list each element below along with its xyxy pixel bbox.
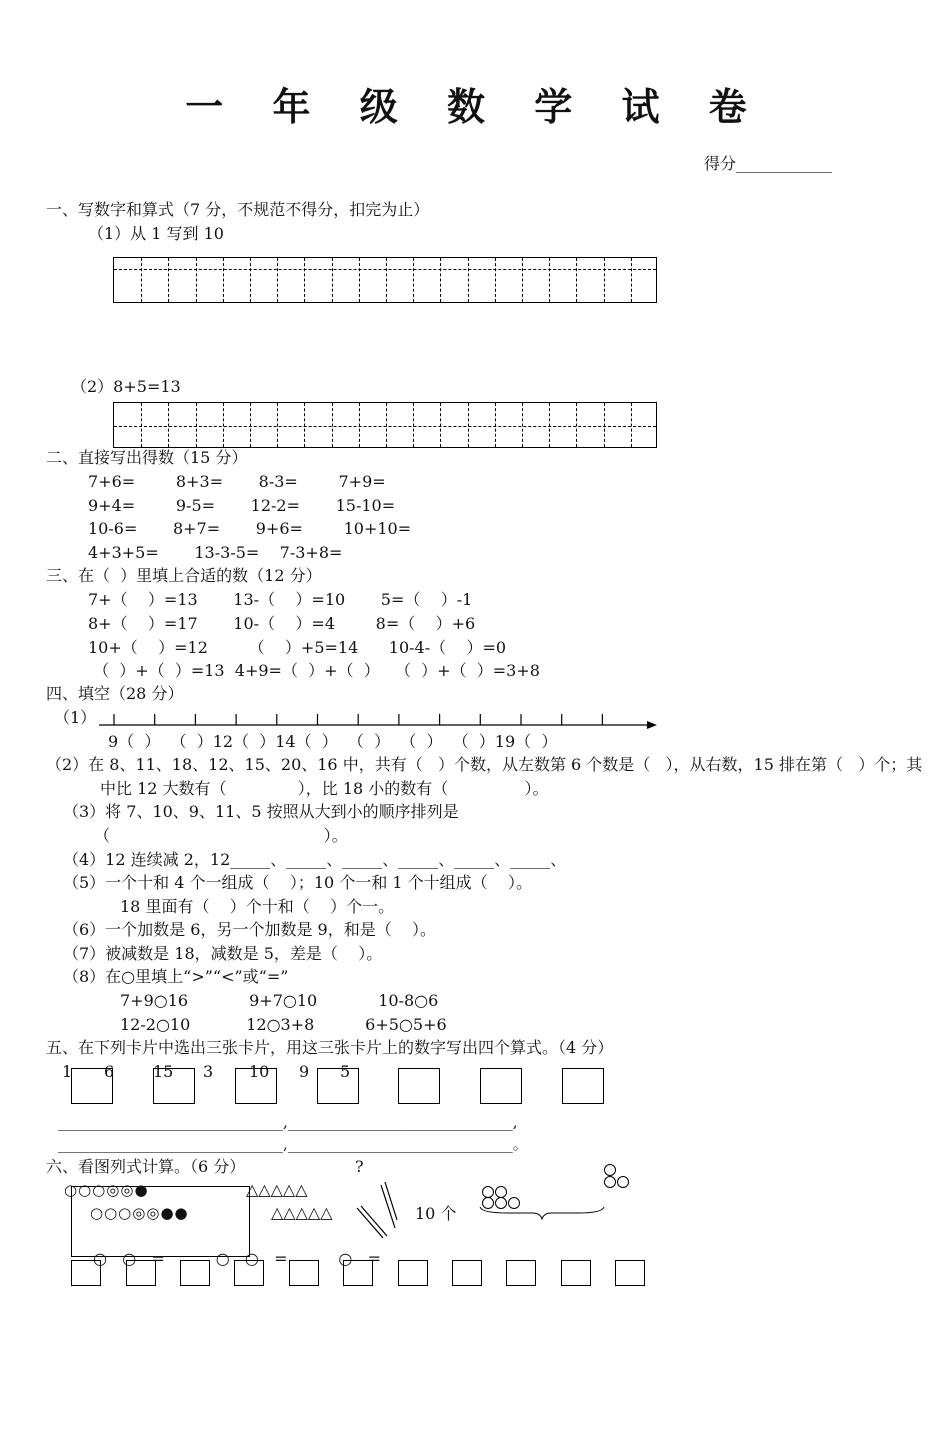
page-title: 一 年 级 数 学 试 卷	[185, 84, 765, 129]
equation-symbols: ○ ○ = ○ ○ = ○ =	[93, 1249, 382, 1268]
grid-column-line	[576, 403, 577, 447]
grid-column-line	[386, 403, 387, 447]
number-line-labels: 9（ ） （ ）12（ ）14（ ） （ ） （ ） （ ）19（ ）	[108, 732, 558, 751]
grid-column-line	[359, 258, 360, 302]
score-field[interactable]: 得分____________	[704, 154, 833, 173]
grid-column-line	[141, 403, 142, 447]
card-number: 10	[249, 1062, 270, 1081]
section-5-heading: 五、在下列卡片中选出三张卡片，用这三张卡片上的数字写出四个算式。（4 分）	[46, 1038, 614, 1057]
s4-question-5: （5）一个十和 4 个一组成（ ）；10 个一和 1 个十组成（ ）。	[63, 873, 533, 892]
grid-column-line	[168, 403, 169, 447]
s3-row: 7+（ ）=13 13-（ ）=10 5=（ ）-1	[88, 590, 473, 609]
s2-row: 9+4= 9-5= 12-2= 15-10=	[88, 496, 396, 515]
card-number: 15	[153, 1062, 174, 1081]
s3-row: （ ）+（ ）=13 4+9=（ ）+（ ） （ ）+（ ）=3+8	[88, 661, 540, 680]
card-number: 3	[203, 1062, 214, 1081]
pile-circle	[604, 1176, 616, 1188]
section-6-heading: 六、看图列式计算。（6 分）	[46, 1157, 246, 1176]
s4-question-1-label: （1）	[54, 708, 97, 727]
grid-column-line	[604, 258, 605, 302]
card-number: 1	[62, 1062, 73, 1081]
s4-question-7: （7）被减数是 18，减数是 5，差是（ ）。	[63, 944, 383, 963]
grid-column-line	[332, 403, 333, 447]
answer-box[interactable]	[561, 1260, 591, 1286]
grid-column-line	[413, 403, 414, 447]
grid-column-line	[522, 403, 523, 447]
card-number: 9	[299, 1062, 310, 1081]
pile-circle	[604, 1164, 616, 1176]
grid-column-line	[277, 403, 278, 447]
brace	[478, 1205, 608, 1223]
grid-column-line	[141, 258, 142, 302]
card-number: 5	[340, 1062, 351, 1081]
s2-row: 7+6= 8+3= 8-3= 7+9=	[88, 472, 386, 491]
grid-column-line	[304, 258, 305, 302]
answer-box[interactable]	[615, 1260, 645, 1286]
slash-marks	[355, 1180, 415, 1244]
triangles-row: △△△△△	[271, 1203, 333, 1222]
answer-line[interactable]: ______________________________,______________________________。	[58, 1135, 528, 1153]
grid-column-line	[549, 403, 550, 447]
card-number: 6	[104, 1062, 115, 1081]
s1-question-2: （2）8+5=13	[71, 377, 181, 396]
grid-column-line	[604, 403, 605, 447]
section-2-heading: 二、直接写出得数（15 分）	[46, 448, 248, 467]
s4-question-4: （4）12 连续减 2，12_____、_____、_____、_____、_____、_____、	[63, 850, 567, 869]
section-4-heading: 四、填空（28 分）	[46, 684, 184, 703]
grid-column-line	[223, 258, 224, 302]
s2-row: 4+3+5= 13-3-5= 7-3+8=	[88, 543, 343, 562]
answer-box[interactable]	[343, 1260, 373, 1286]
grid-column-line	[304, 403, 305, 447]
writing-grid-2[interactable]	[113, 402, 657, 448]
answer-box[interactable]	[180, 1260, 210, 1286]
question-mark: ?	[355, 1157, 364, 1176]
s4-question-8-row: 12-2○10 12○3+8 6+5○5+6	[120, 1015, 447, 1034]
ten-count-label: 10 个	[415, 1204, 457, 1223]
s4-question-8: （8）在○里填上“>”“<”或“=”	[63, 967, 289, 986]
grid-column-line	[168, 258, 169, 302]
grid-column-line	[576, 258, 577, 302]
grid-column-line	[440, 403, 441, 447]
answer-box[interactable]	[289, 1260, 319, 1286]
grid-column-line	[468, 258, 469, 302]
grid-column-line	[413, 258, 414, 302]
s4-question-5-cont: 18 里面有（ ）个十和（ ）个一。	[120, 897, 395, 916]
grid-column-line	[196, 258, 197, 302]
card-box[interactable]	[562, 1068, 604, 1104]
grid-column-line	[223, 403, 224, 447]
grid-column-line	[250, 403, 251, 447]
answer-line[interactable]: ______________________________,______________________________,	[58, 1113, 518, 1131]
grid-column-line	[631, 403, 632, 447]
s4-question-8-row: 7+9○16 9+7○10 10-8○6	[120, 991, 439, 1010]
grid-column-line	[250, 258, 251, 302]
section-1-heading: 一、写数字和算式（7 分，不规范不得分，扣完为止）	[46, 200, 430, 219]
answer-box[interactable]	[506, 1260, 536, 1286]
grid-column-line	[522, 258, 523, 302]
grid-column-line	[440, 258, 441, 302]
answer-box[interactable]	[126, 1260, 156, 1286]
card-box[interactable]	[317, 1068, 359, 1104]
grid-column-line	[495, 258, 496, 302]
s4-question-6: （6）一个加数是 6，另一个加数是 9，和是（ ）。	[63, 920, 437, 939]
grid-column-line	[468, 403, 469, 447]
answer-box[interactable]	[452, 1260, 482, 1286]
card-box[interactable]	[398, 1068, 440, 1104]
grid-column-line	[277, 258, 278, 302]
s3-row: 10+（ ）=12 （ ）+5=14 10-4-（ ）=0	[88, 638, 507, 657]
grid-column-line	[359, 403, 360, 447]
grid-column-line	[495, 403, 496, 447]
answer-box[interactable]	[398, 1260, 428, 1286]
answer-box[interactable]	[71, 1260, 101, 1286]
card-box[interactable]	[480, 1068, 522, 1104]
circles-row: ○○○◎◎●	[64, 1181, 149, 1199]
s4-question-3-answer[interactable]: （ ）。	[94, 826, 348, 845]
section-3-heading: 三、在（ ）里填上合适的数（12 分）	[46, 566, 322, 585]
grid-column-line	[386, 258, 387, 302]
s1-question-1: （1）从 1 写到 10	[88, 224, 224, 243]
answer-box[interactable]	[234, 1260, 264, 1286]
triangles-row: △△△△△	[246, 1180, 308, 1199]
pile-circle	[617, 1176, 629, 1188]
s4-question-3: （3）将 7、10、9、11、5 按照从大到小的顺序排列是	[63, 802, 459, 821]
s2-row: 10-6= 8+7= 9+6= 10+10=	[88, 519, 412, 538]
circles-row: ○○○◎◎●●	[90, 1204, 189, 1222]
writing-grid-1[interactable]	[113, 257, 657, 303]
s3-row: 8+（ ）=17 10-（ ）=4 8=（ ）+6	[88, 614, 476, 633]
grid-column-line	[196, 403, 197, 447]
grid-column-line	[631, 258, 632, 302]
s4-question-2-cont: 中比 12 大数有（ ），比 18 小的数有（ ）。	[100, 779, 549, 798]
s4-question-2: （2）在 8、11、18、12、15、20、16 中，共有（ ）个数，从左数第 6 个数是（ ），从右数，15 排在第（ ）个；其	[46, 755, 923, 774]
grid-column-line	[332, 258, 333, 302]
grid-column-line	[549, 258, 550, 302]
